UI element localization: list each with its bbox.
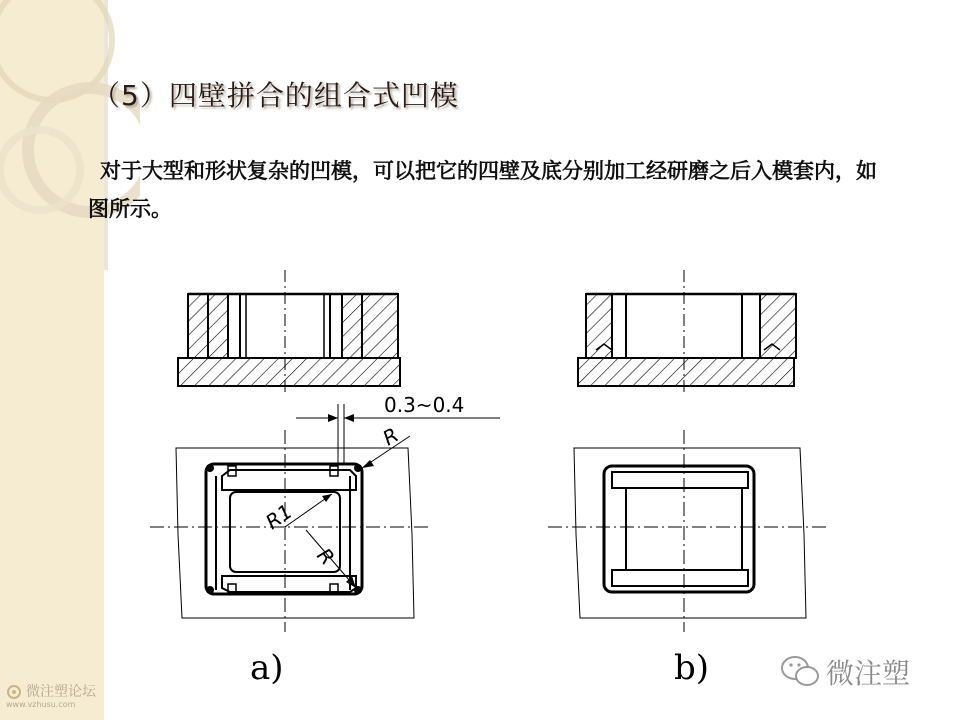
radius-label-inner: R <box>312 543 340 570</box>
radius-label-r1: R1 <box>261 499 297 535</box>
watermark-brand: 微注塑 <box>826 657 911 690</box>
slide-body-text: 对于大型和形状复杂的凹模，可以把它的四壁及底分别加工经研磨之后入模套内，如图所示。 <box>88 159 877 221</box>
watermark-left <box>6 684 96 709</box>
watermark-forum-name: 微注塑论坛 <box>26 684 96 700</box>
dimension-gap-label: 0.3~0.4 <box>384 393 465 417</box>
watermark-forum-url: www.vzhusu.com <box>6 700 76 709</box>
radius-label-outer: R <box>378 422 403 451</box>
figure-a-plan-view <box>150 393 500 632</box>
figure-a-label: a) <box>250 648 284 688</box>
wechat-icon <box>780 655 820 689</box>
figure-b-label: b) <box>674 648 710 688</box>
figure-a-section-view <box>178 270 400 394</box>
figure-b-section-view <box>578 270 796 394</box>
figure-b-plan-view <box>548 430 828 632</box>
forum-logo-icon <box>6 684 22 700</box>
slide-title: （5）四壁拼合的组合式凹模 <box>92 79 459 112</box>
watermark-right <box>780 652 910 692</box>
